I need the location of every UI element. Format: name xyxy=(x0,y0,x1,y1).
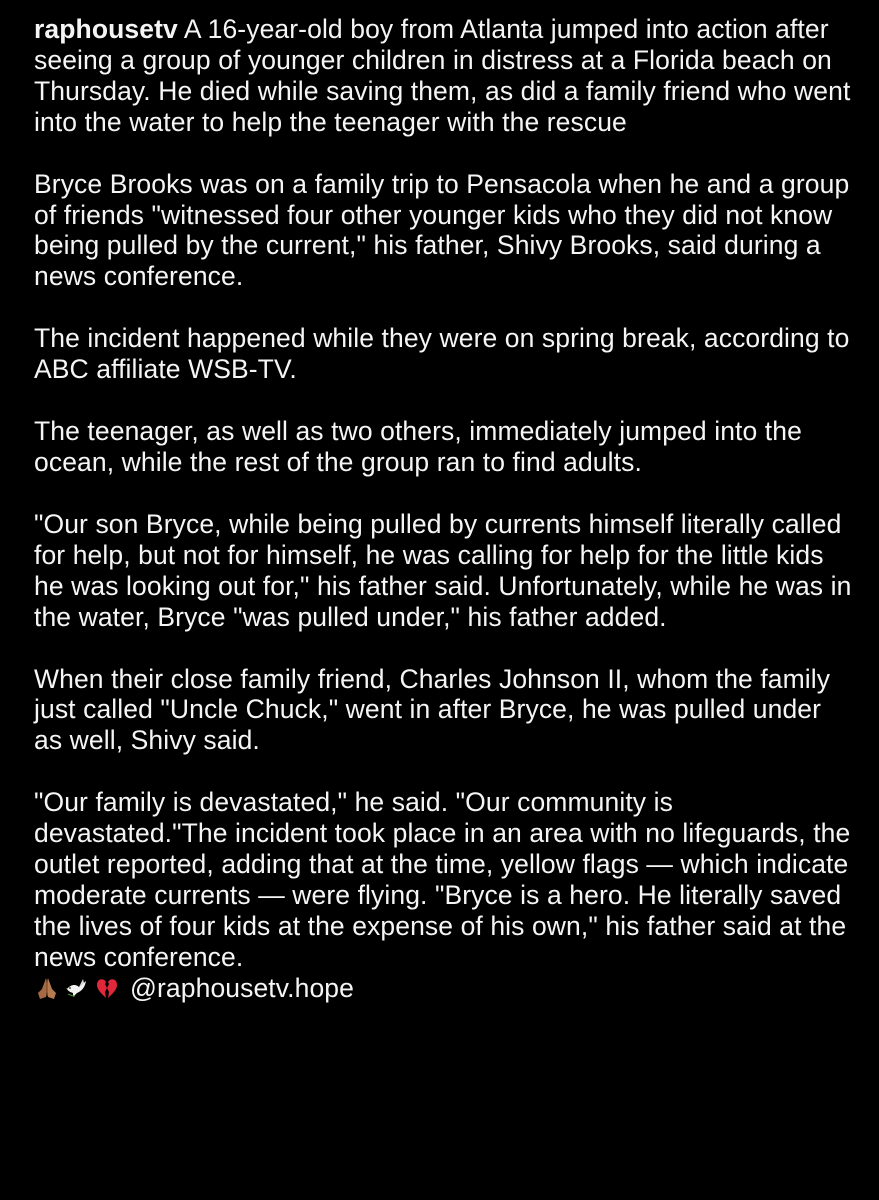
caption-paragraph-7 xyxy=(34,787,854,1003)
caption-paragraph-5: "Our son Bryce, while being pulled by currents himself literally called for help, but not for himself, he was calling for help for the little kids he was looking out for," his father said. Unfortunately, while he was in the water, Bryce "was pulled under," his father added. xyxy=(34,508,852,632)
caption-paragraph-6: When their close family friend, Charles Johnson II, whom the family just called "Uncle Chuck," went in after Bryce, he was pulled under as well, Shivy said. xyxy=(34,663,831,756)
broken-heart-icon xyxy=(94,975,120,1001)
emoji-row xyxy=(34,973,124,1003)
caption-final-text: "Our family is devastated," he said. "Our community is devastated."The incident took place in an area with no lifeguards, the outlet reported, adding that at the time, yellow flags — which indicate moderate currents — were flying. "Bryce is a hero. He literally saved the lives of four kids at the expense of his own," his father said at the news conference. xyxy=(34,787,851,972)
caption-text: A 16-year-old boy from Atlanta jumped into action after seeing a group of younger children in distress at a Florida beach on Thursday. He died while saving them, as did a family friend who went into the water to help the teenager with the rescue xyxy=(34,14,851,137)
praying-hands-icon xyxy=(34,975,60,1001)
mention-link[interactable]: @raphousetv.hope xyxy=(130,972,354,1003)
caption-paragraph-3: The incident happened while they were on spring break, according to ABC affiliate WSB-TV. xyxy=(34,323,850,385)
username-link[interactable]: raphousetv xyxy=(34,14,178,44)
caption-paragraph-4: The teenager, as well as two others, immediately jumped into the ocean, while the rest of the group ran to find adults. xyxy=(34,416,802,477)
post-caption xyxy=(34,14,854,1004)
caption-paragraph-2: Bryce Brooks was on a family trip to Pensacola when he and a group of friends "witnessed four other younger kids who they did not know being pulled by the current," his father, Shivy Brooks, said during a news conference. xyxy=(34,168,850,292)
dove-icon xyxy=(64,975,90,1001)
caption-paragraph-1 xyxy=(34,14,854,138)
